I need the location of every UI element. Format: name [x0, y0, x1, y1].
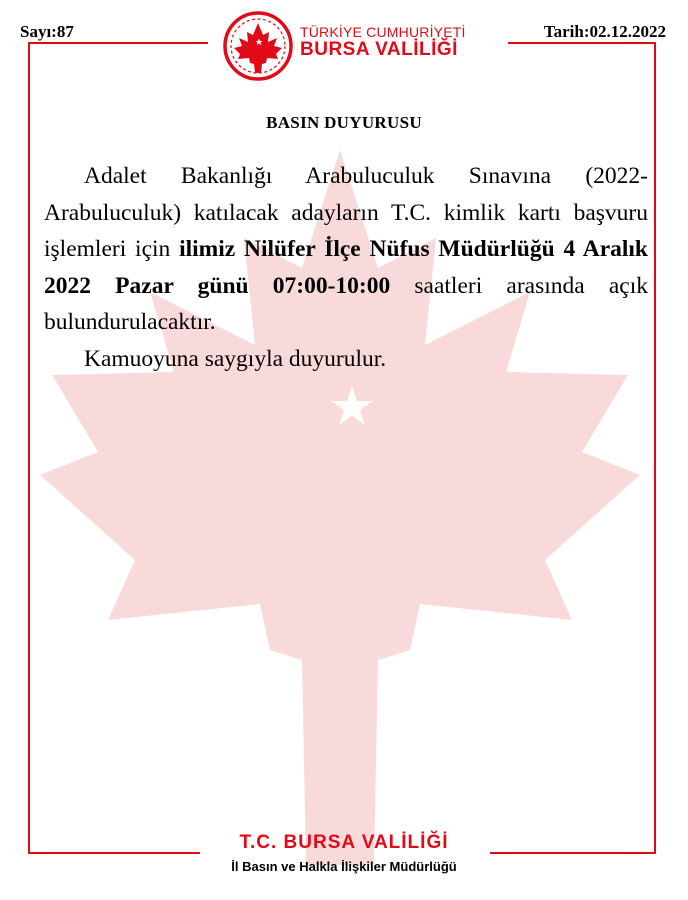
paragraph-1-text-a: Adalet Bakanlığı Arabuluculuk Sınavına (2022-Arabuluculuk) katılacak adayların T.C. kimlik kartı başvuru işlemleri için: [44, 163, 648, 262]
paragraph-1-bold-text: ilimiz Nilüfer İlçe Nüfus Müdürlüğü 4 Aralık 2022 Pazar günü 07:00-10:00: [44, 236, 649, 299]
maple-leaf-crescent-star-icon: [220, 10, 296, 82]
paragraph-1: [44, 158, 648, 341]
brand-line-2: BURSA VALİLİĞİ: [300, 38, 458, 60]
paragraph-2: Kamuoyuna saygıyla duyurulur.: [84, 345, 387, 372]
footer-department: İl Basın ve Halkla İlişkiler Müdürlüğü: [231, 859, 457, 874]
page-title: BASIN DUYURUSU: [266, 113, 422, 132]
document-date: Tarih:02.12.2022: [543, 22, 666, 41]
footer-institution: T.C. BURSA VALİLİĞİ: [239, 832, 449, 853]
institution-name: [300, 25, 466, 60]
paragraph-1-text-b: saatleri arasında açık bulundurulacaktır.: [44, 272, 649, 335]
brand-line-1: TÜRKİYE CUMHURİYETİ: [300, 24, 466, 40]
document-number: Sayı:87: [20, 22, 74, 41]
announcement-body: [44, 158, 648, 377]
